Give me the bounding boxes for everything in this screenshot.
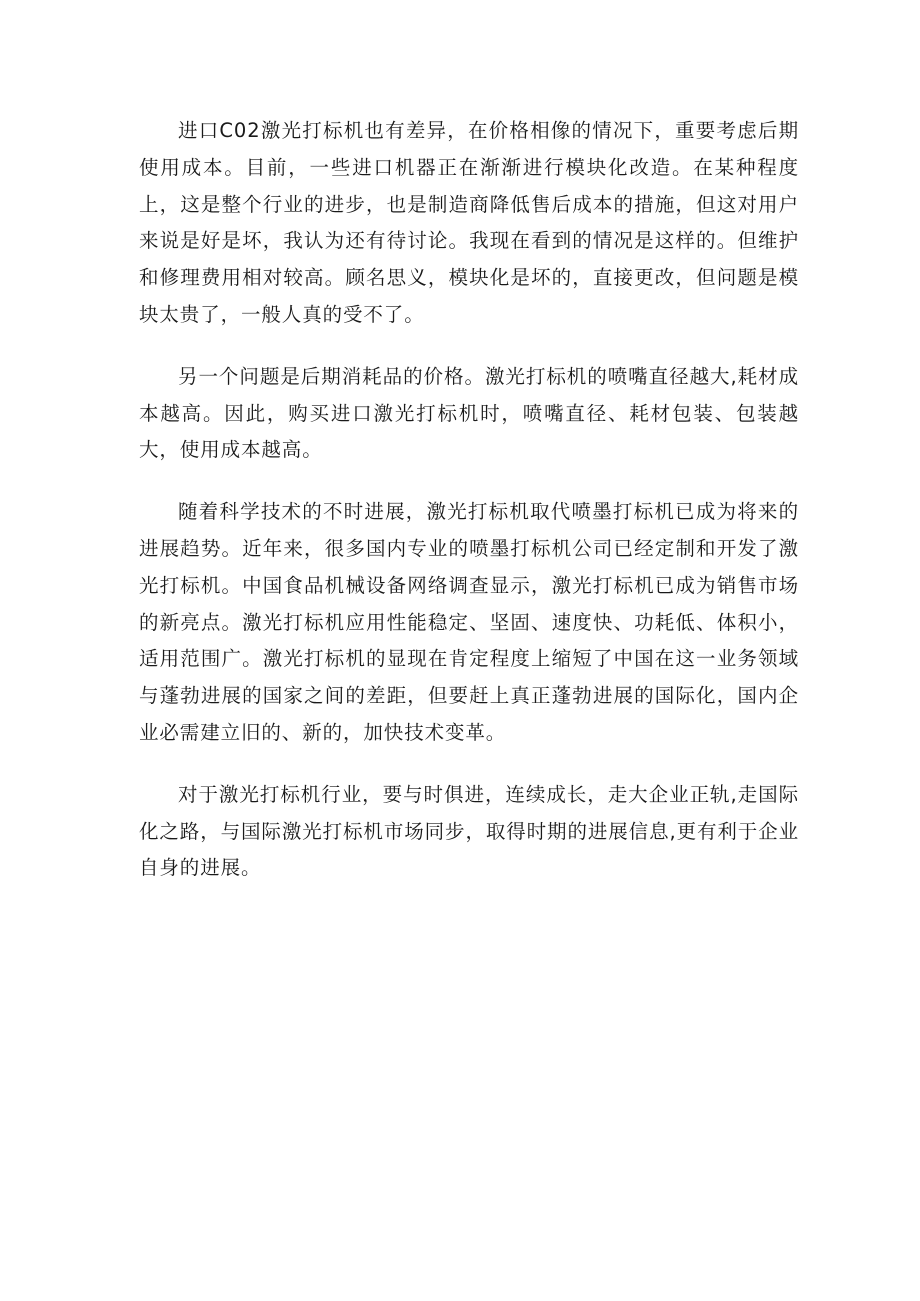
document-body [139,113,799,887]
paragraph-3: 随着科学技术的不时进展，激光打标机取代喷墨打标机已成为将来的进展趋势。近年来，很多国内专业的喷墨打标机公司已经定制和开发了激光打标机。中国食品机械设备网络调查显示，激光打标机已成为销售市场的新亮点。激光打标机应用性能稳定、坚固、速度快、功耗低、体积小，适用范围广。激光打标机的显现在肯定程度上缩短了中国在这一业务领域与蓬勃进展的国家之间的差距，但要赶上真正蓬勃进展的国际化，国内企业必需建立旧的、新的，加快技术变革。 [139,500,799,744]
paragraph-4: 对于激光打标机行业，要与时俱进，连续成长，走大企业正轨,走国际化之路，与国际激光打标机市场同步，取得时期的进展信息,更有利于企业自身的进展。 [139,782,799,880]
paragraph-1: 进口C02激光打标机也有差异，在价格相像的情况下，重要考虑后期使用成本。目前，一些进口机器正在渐渐进行模块化改造。在某种程度上，这是整个行业的进步，也是制造商降低售后成本的措施，但这对用户来说是好是坏，我认为还有待讨论。我现在看到的情况是这样的。但维护和修理费用相对较高。顾名思义，模块化是坏的，直接更改，但问题是模块太贵了，一般人真的受不了。 [139,119,799,326]
paragraph-2: 另一个问题是后期消耗品的价格。激光打标机的喷嘴直径越大,耗材成本越高。因此，购买进口激光打标机时，喷嘴直径、耗材包装、包装越大，使用成本越高。 [139,364,799,462]
